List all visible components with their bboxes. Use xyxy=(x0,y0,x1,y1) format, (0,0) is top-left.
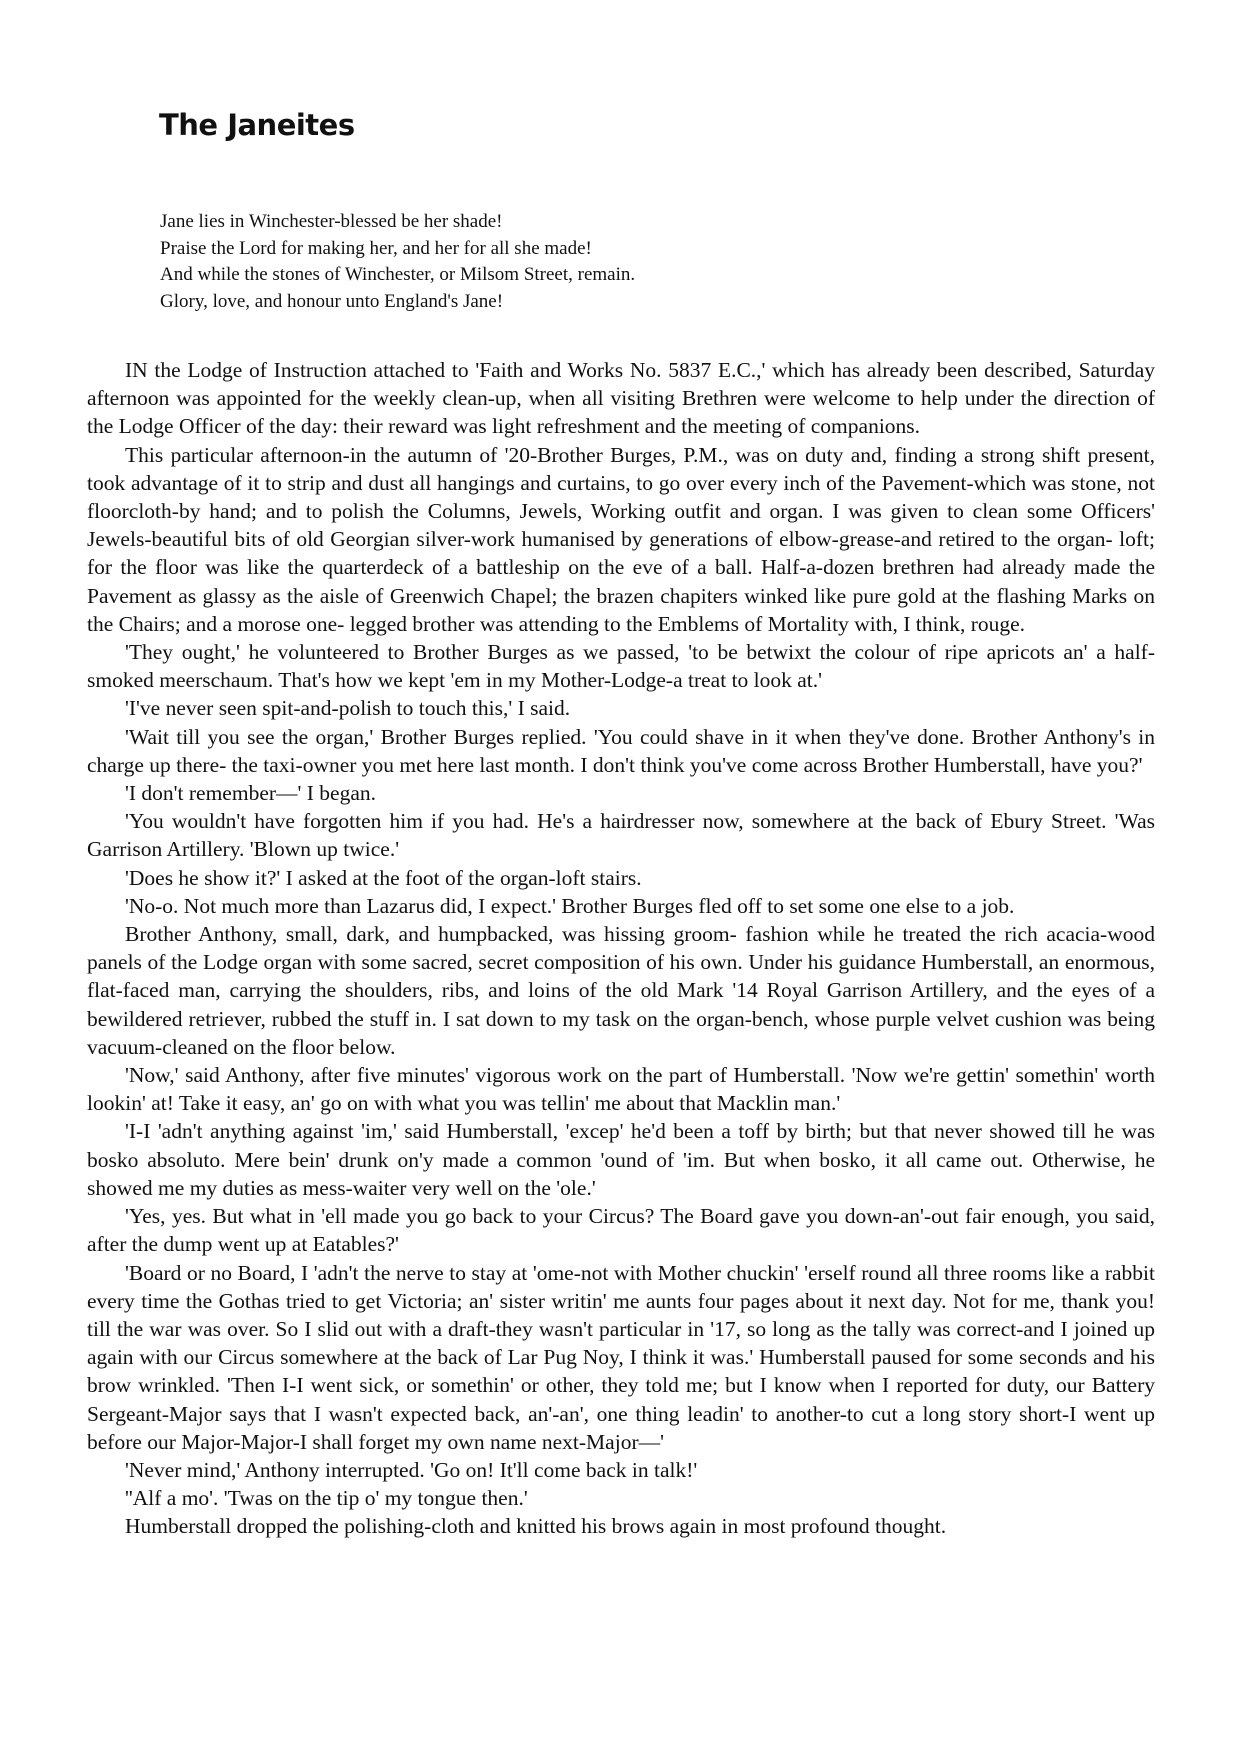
paragraph: 'You wouldn't have forgotten him if you had. He's a hairdresser now, somewhere at the back of Ebury Street. 'Was Garrison Artillery. 'Blown up twice.' xyxy=(87,809,1155,862)
epigraph-line: Glory, love, and honour unto England's Jane! xyxy=(160,290,504,312)
paragraph: 'Does he show it?' I asked at the foot of the organ-loft stairs. xyxy=(125,865,642,890)
paragraph: 'I don't remember—' I began. xyxy=(125,781,377,806)
paragraph: IN the Lodge of Instruction attached to 'Faith and Works No. 5837 E.C.,' which has already been described, Saturday afternoon was appointed for the weekly clean-up, when all visiting Brethren were welcome to help under the direction of the Lodge Officer of the day: their reward was light refreshment and the meeting of companions. xyxy=(87,358,1155,439)
paragraph: 'Yes, yes. But what in 'ell made you go back to your Circus? The Board gave you down-an'-out fair enough, you said, after the dump went up at Eatables?' xyxy=(87,1204,1155,1257)
story-body xyxy=(87,356,1155,1541)
epigraph-line: Jane lies in Winchester-blessed be her shade! xyxy=(160,211,503,232)
paragraph: 'No-o. Not much more than Lazarus did, I expect.' Brother Burges fled off to set some one else to a job. xyxy=(125,893,1015,918)
page-title: The Janeites xyxy=(159,108,355,142)
paragraph: ''Alf a mo'. 'Twas on the tip o' my tongue then.' xyxy=(125,1486,528,1511)
paragraph: 'I've never seen spit-and-polish to touch this,' I said. xyxy=(125,696,571,721)
epigraph-poem xyxy=(160,209,635,315)
epigraph-line: Praise the Lord for making her, and her for all she made! xyxy=(160,237,592,259)
paragraph: 'Now,' said Anthony, after five minutes' vigorous work on the part of Humberstall. 'Now we're gettin' somethin' worth lookin' at! Take it easy, an' go on with what you was tellin' me about that Macklin man.' xyxy=(87,1063,1155,1116)
paragraph: 'They ought,' he volunteered to Brother Burges as we passed, 'to be betwixt the colour of ripe apricots an' a half-smoked meerschaum. That's how we kept 'em in my Mother-Lodge-a treat to look at.' xyxy=(87,640,1155,693)
paragraph: 'I-I 'adn't anything against 'im,' said Humberstall, 'excep' he'd been a toff by birth; but that never showed till he was bosko absoluto. Mere bein' drunk on'y made a common 'ound of 'im. But when bosko, it all came out. Otherwise, he showed me my duties as mess-waiter very well on the 'ole.' xyxy=(87,1119,1155,1200)
paragraph: 'Board or no Board, I 'adn't the nerve to stay at 'ome-not with Mother chuckin' 'erself round all three rooms like a rabbit every time the Gothas tried to get Victoria; an' sister writin' me aunts four pages about it next day. Not for me, thank you! till the war was over. So I slid out with a draft-they wasn't particular in '17, so long as the tally was correct-and I joined up again with our Circus somewhere at the back of Lar Pug Noy, I think it was.' Humberstall paused for some seconds and his brow wrinkled. 'Then I-I went sick, or somethin' or other, they told me; but I know when I reported for duty, our Battery Sergeant-Major says that I wasn't expected back, an'-an', one thing leadin' to another-to cut a long story short-I went up before our Major-Major-I shall forget my own name next-Major—' xyxy=(87,1260,1155,1454)
epigraph-line: And while the stones of Winchester, or Milsom Street, remain. xyxy=(160,264,636,285)
paragraph: Brother Anthony, small, dark, and humpbacked, was hissing groom- fashion while he treated the rich acacia-wood panels of the Lodge organ with some sacred, secret composition of his own. Under his guidance Humberstall, an enormous, flat-faced man, carrying the shoulders, ribs, and loins of the old Mark '14 Royal Garrison Artillery, and the eyes of a bewildered retriever, rubbed the stuff in. I sat down to my task on the organ-bench, whose purple velvet cushion was being vacuum-cleaned on the floor below. xyxy=(87,922,1155,1059)
paragraph: 'Wait till you see the organ,' Brother Burges replied. 'You could shave in it when they've done. Brother Anthony's in charge up there- the taxi-owner you met here last month. I don't think you've come across Brother Humberstall, have you?' xyxy=(87,724,1155,777)
paragraph: 'Never mind,' Anthony interrupted. 'Go on! It'll come back in talk!' xyxy=(125,1457,698,1482)
paragraph: This particular afternoon-in the autumn of '20-Brother Burges, P.M., was on duty and, finding a strong shift present, took advantage of it to strip and dust all hangings and curtains, to go over every inch of the Pavement-which was stone, not floorcloth-by hand; and to polish the Columns, Jewels, Working outfit and organ. I was given to clean some Officers' Jewels-beautiful bits of old Georgian silver-work humanised by generations of elbow-grease-and retired to the organ- loft; for the floor was like the quarterdeck of a battleship on the eve of a ball. Half-a-dozen brethren had already made the Pavement as glassy as the aisle of Greenwich Chapel; the brazen chapiters winked like pure gold at the flashing Marks on the Chairs; and a morose one- legged brother was attending to the Emblems of Mortality with, I think, rouge. xyxy=(87,442,1155,636)
paragraph: Humberstall dropped the polishing-cloth and knitted his brows again in most profound thought. xyxy=(125,1514,947,1539)
